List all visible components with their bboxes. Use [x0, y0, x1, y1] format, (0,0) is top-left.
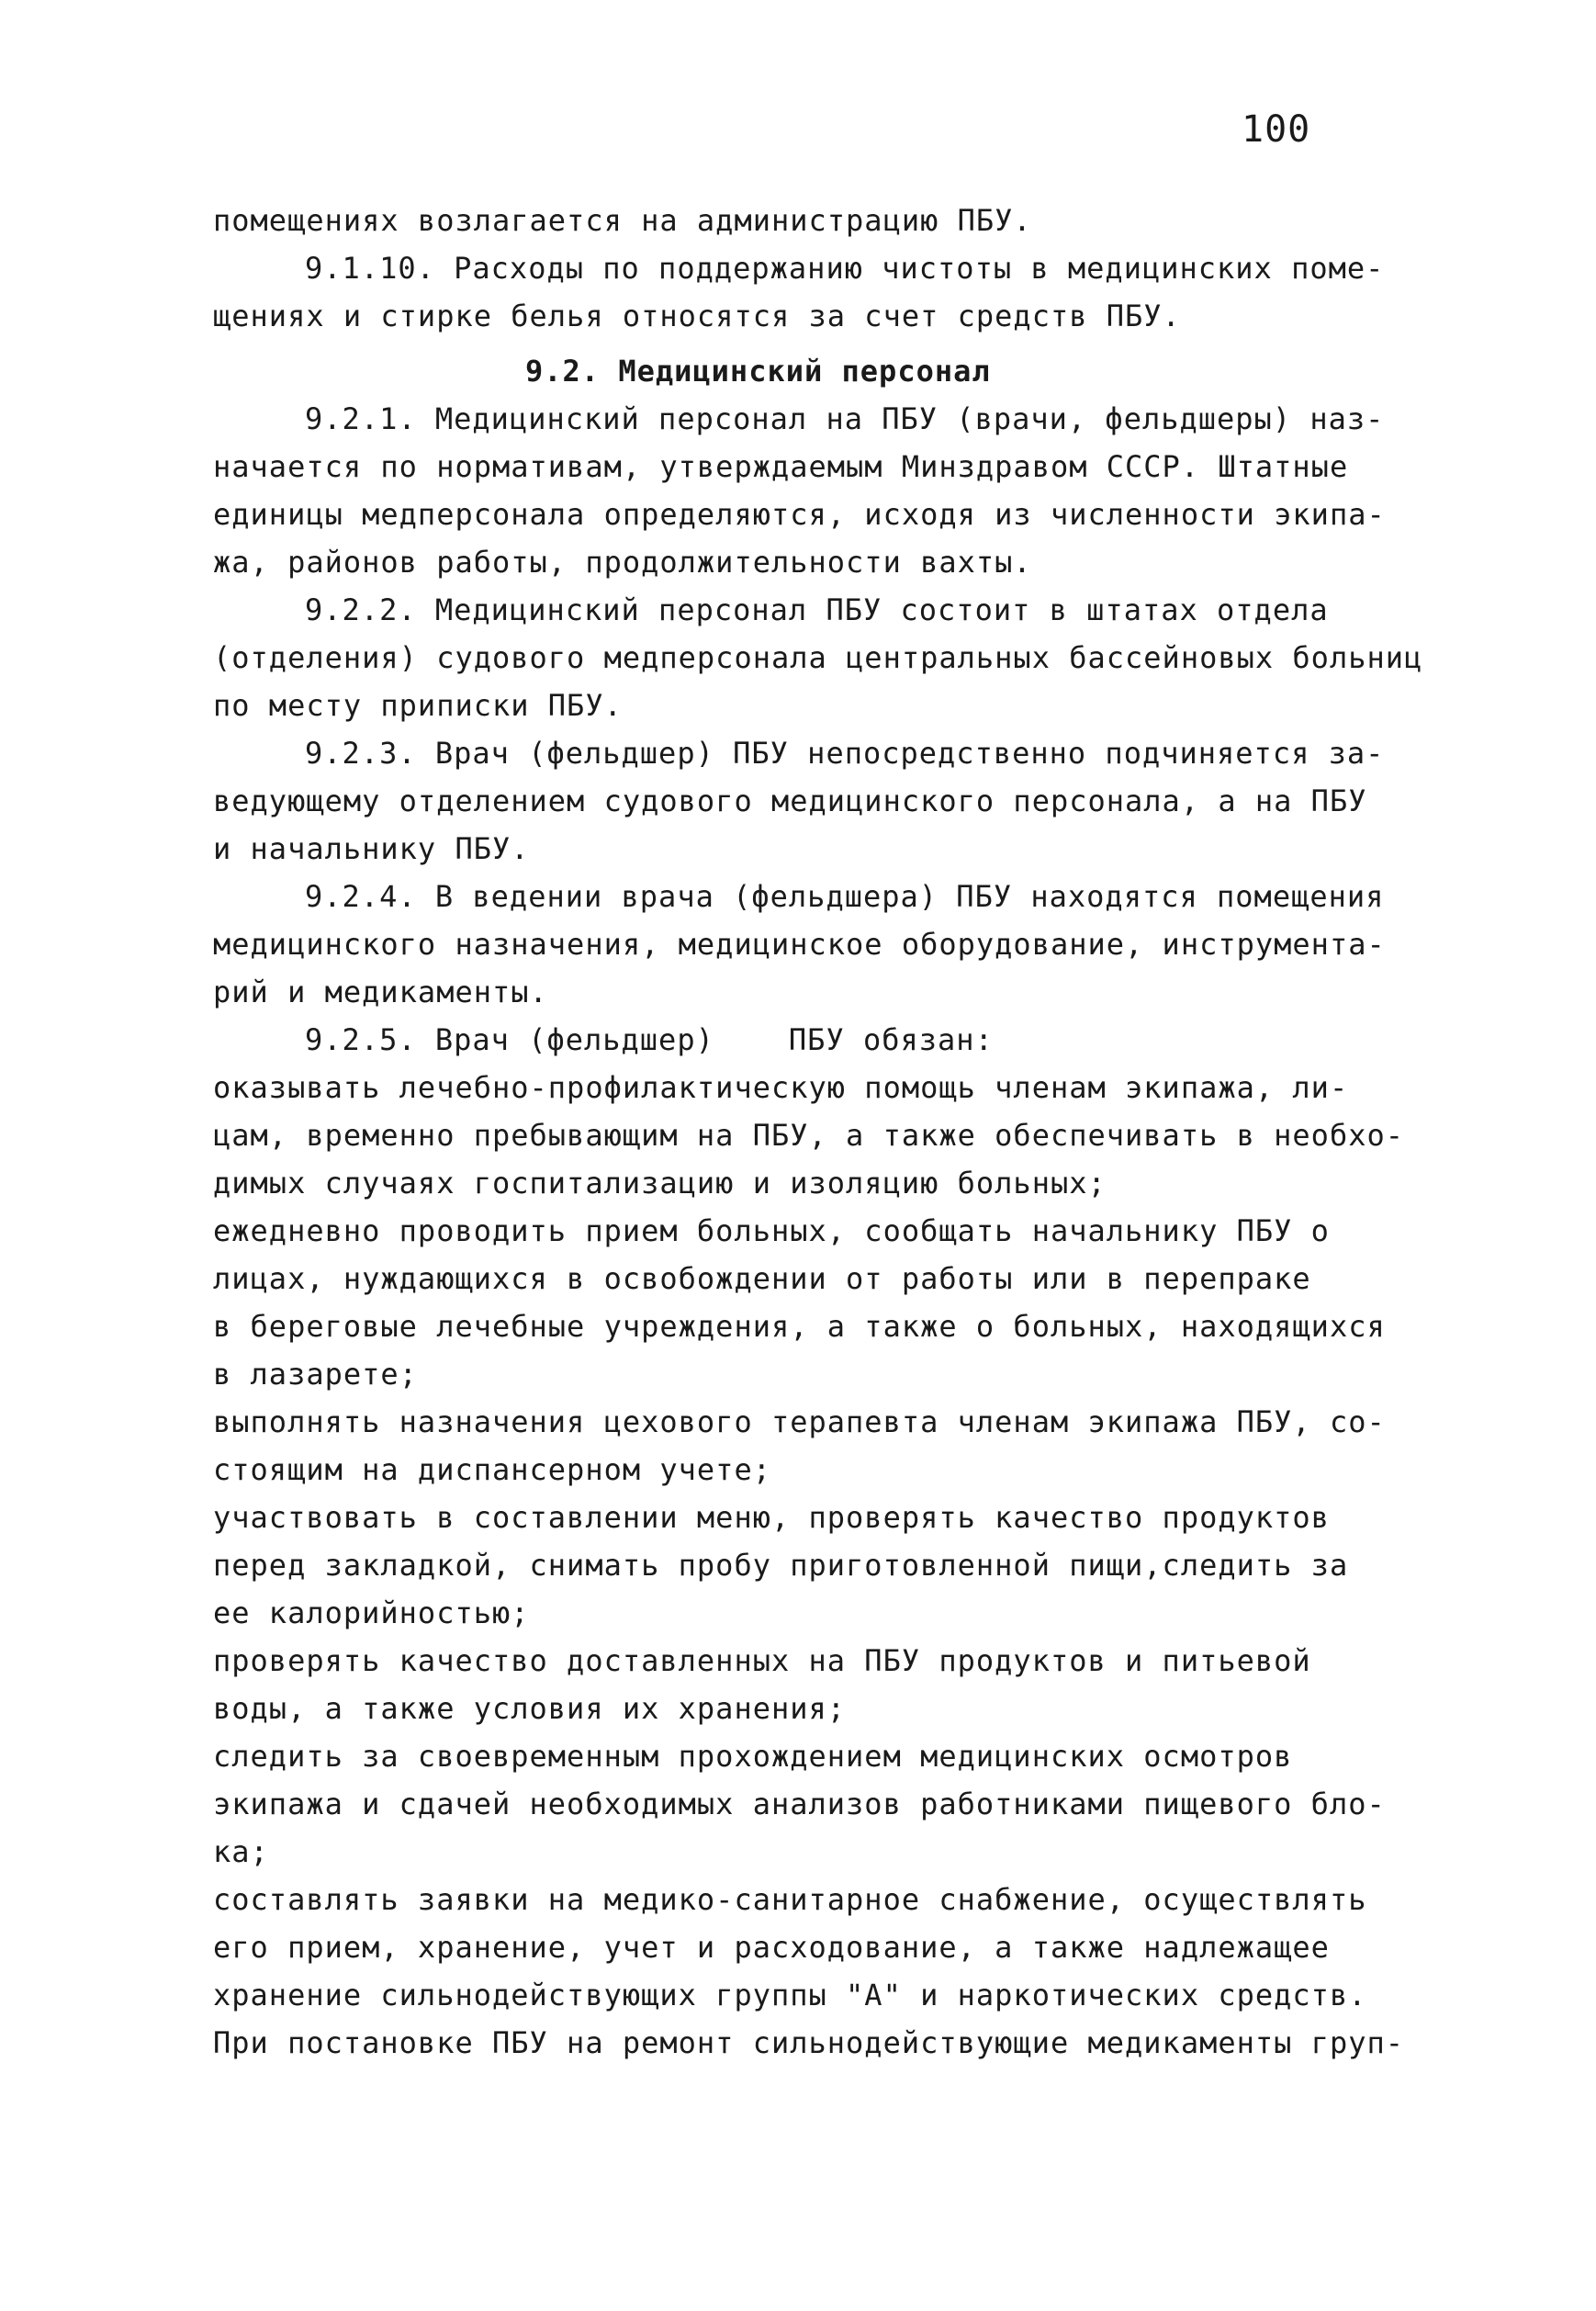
text-line: димых случаях госпитализацию и изоляцию больных;	[213, 1166, 1107, 1201]
text-line: 9.2.3. Врач (фельдшер) ПБУ непосредственно подчиняется за-	[305, 736, 1385, 771]
text-line: по месту приписки ПБУ.	[213, 688, 623, 723]
text-line: 9.2.5. Врач (фельдшер) ПБУ обязан:	[305, 1022, 994, 1057]
text-line: воды, а также условия их хранения;	[213, 1691, 847, 1726]
page-number: 100	[1242, 108, 1311, 151]
text-line: (отделения) судового медперсонала центральных бассейновых больниц	[213, 640, 1423, 675]
text-line: единицы медперсонала определяются, исходя из численности экипа-	[213, 497, 1386, 532]
text-line: помещениях возлагается на администрацию ПБУ.	[213, 203, 1032, 238]
text-line: в береговые лечебные учреждения, а также о больных, находящихся	[213, 1309, 1386, 1344]
text-line: его прием, хранение, учет и расходование, а также надлежащее	[213, 1930, 1330, 1965]
section-heading: 9.2. Медицинский персонал	[525, 354, 991, 389]
text-line: участвовать в составлении меню, проверять качество продуктов	[213, 1500, 1330, 1535]
text-line: 9.2.1. Медицинский персонал на ПБУ (врачи, фельдшеры) наз-	[305, 401, 1385, 436]
text-line: перед закладкой, снимать пробу приготовленной пищи,следить за	[213, 1548, 1349, 1583]
text-line: 9.2.4. В ведении врача (фельдшера) ПБУ находятся помещения	[305, 879, 1385, 914]
text-line: проверять качество доставленных на ПБУ продуктов и питьевой	[213, 1643, 1311, 1678]
text-line: ка;	[213, 1834, 269, 1869]
text-line: и начальнику ПБУ.	[213, 831, 530, 866]
text-line: ведующему отделением судового медицинского персонала, а на ПБУ	[213, 783, 1367, 818]
text-line: 9.1.10. Расходы по поддержанию чистоты в медицинских поме-	[305, 251, 1385, 286]
text-line: рий и медикаменты.	[213, 975, 548, 1009]
text-line: оказывать лечебно-профилактическую помощь членам экипажа, ли-	[213, 1070, 1349, 1105]
text-line: хранение сильнодействующих группы "А" и наркотических средств.	[213, 1978, 1367, 2012]
text-line: стоящим на диспансерном учете;	[213, 1452, 771, 1487]
text-line: ежедневно проводить прием больных, сообщать начальнику ПБУ о	[213, 1213, 1330, 1248]
text-line: лицах, нуждающихся в освобождении от работы или в перепраке	[213, 1261, 1311, 1296]
text-line: экипажа и сдачей необходимых анализов работниками пищевого бло-	[213, 1787, 1386, 1821]
text-line: следить за своевременным прохождением медицинских осмотров	[213, 1739, 1293, 1774]
text-line: медицинского назначения, медицинское оборудование, инструмента-	[213, 927, 1386, 962]
text-line: ее калорийностью;	[213, 1595, 530, 1630]
text-line: начается по нормативам, утверждаемым Минздравом СССР. Штатные	[213, 449, 1349, 484]
text-line: выполнять назначения цехового терапевта членам экипажа ПБУ, со-	[213, 1404, 1386, 1439]
text-line: составлять заявки на медико-санитарное снабжение, осуществлять	[213, 1882, 1367, 1917]
text-line: жа, районов работы, продолжительности вахты.	[213, 545, 1032, 580]
text-line: в лазарете;	[213, 1357, 418, 1392]
text-line: При постановке ПБУ на ремонт сильнодействующие медикаменты груп-	[213, 2025, 1404, 2060]
text-line: 9.2.2. Медицинский персонал ПБУ состоит в штатах отдела	[305, 592, 1329, 627]
text-line: щениях и стирке белья относятся за счет средств ПБУ.	[213, 299, 1181, 333]
text-line: цам, временно пребывающим на ПБУ, а также обеспечивать в необхо-	[213, 1118, 1404, 1153]
